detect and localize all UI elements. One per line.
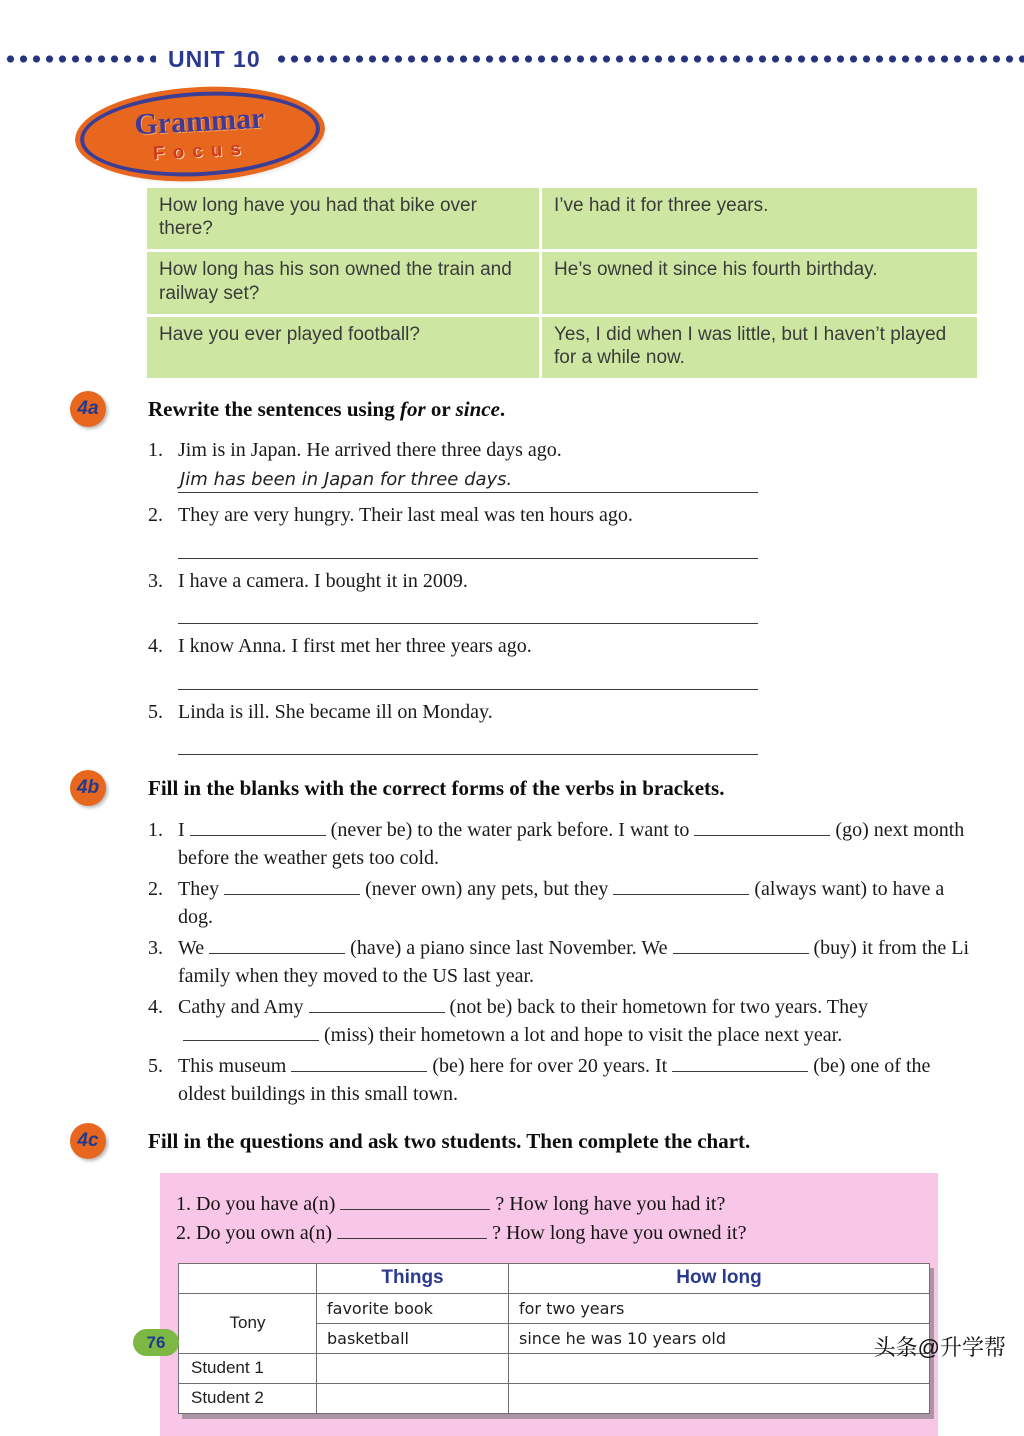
chart-row-student1	[179, 1353, 930, 1383]
watermark-text: 头条@升学帮	[873, 1335, 1006, 1360]
exercise-item	[148, 568, 980, 624]
fill-blank-item	[148, 934, 980, 990]
chart-row-tony-1	[179, 1293, 930, 1323]
answer-line	[178, 597, 758, 624]
sentence-part: They	[178, 877, 220, 900]
section-4a	[70, 396, 980, 755]
chart-row-student2	[179, 1383, 930, 1413]
question-line	[176, 1190, 920, 1219]
section-4c-badge: 4c	[70, 1123, 106, 1159]
fill-in-blank	[209, 934, 345, 954]
sentence-line	[148, 502, 980, 528]
chart-empty-cell	[317, 1383, 509, 1413]
fill-in-blank	[190, 816, 326, 836]
item-number: 4.	[148, 635, 163, 658]
section-4b	[70, 775, 980, 1108]
sentence-part: (never own) any pets, but they	[365, 877, 609, 900]
item-number: 1.	[148, 439, 163, 462]
question-line	[176, 1219, 920, 1248]
answer-blank	[178, 689, 758, 690]
chart-empty-cell	[317, 1353, 509, 1383]
grammar-answer: I’ve had it for three years.	[542, 188, 977, 249]
answer-blank	[518, 492, 758, 493]
question-text: ? How long have you owned it?	[492, 1221, 747, 1244]
page-number-badge: 76	[133, 1329, 179, 1356]
exercise-item	[148, 699, 980, 755]
chart-cell-things: basketball	[317, 1323, 509, 1353]
grammar-answer: Yes, I did when I was little, but I haven’t played for a while now.	[542, 317, 977, 378]
chart-cell-how-long: for two years	[509, 1293, 930, 1323]
section-4b-body	[148, 816, 980, 1108]
item-number: 5.	[148, 700, 163, 723]
section-4a-body	[148, 437, 980, 755]
section-4a-badge: 4a	[70, 391, 106, 427]
fill-blank-item	[148, 875, 980, 931]
fill-in-blank	[224, 875, 360, 895]
sentence-part: Cathy and Amy	[178, 995, 304, 1018]
grammar-focus-badge	[78, 86, 322, 182]
sentence-part: (not be) back to their hometown for two years. They	[449, 995, 868, 1018]
activity-panel	[160, 1173, 938, 1436]
sentence-line	[148, 437, 980, 463]
exercise-item	[148, 502, 980, 558]
fill-in-blank	[337, 1219, 487, 1239]
answer-line	[178, 728, 758, 755]
title-text: .	[499, 397, 506, 422]
fill-blank-item	[148, 1052, 980, 1108]
item-number: 5.	[148, 1054, 163, 1077]
grammar-focus-title: Grammar	[133, 101, 266, 142]
sentence-line	[148, 568, 980, 594]
grammar-question: Have you ever played football?	[147, 317, 539, 378]
dotted-line-left-icon	[4, 54, 156, 64]
section-4a-title	[148, 396, 505, 422]
sentence-text: I have a camera. I bought it in 2009.	[178, 569, 468, 592]
grammar-focus-subtitle: Focus	[152, 138, 250, 165]
answer-line	[178, 532, 758, 559]
title-text: Rewrite the sentences using	[148, 397, 400, 422]
fill-in-blank	[672, 1052, 808, 1072]
handwritten-answer: Jim has been in Japan for three days.	[178, 468, 518, 494]
chart-cell-how-long: since he was 10 years old	[509, 1323, 930, 1353]
grammar-question: How long have you had that bike over there?	[147, 188, 539, 249]
chart-label-student1: Student 1	[179, 1353, 317, 1383]
chart-header-things: Things	[317, 1263, 509, 1293]
section-4b-badge: 4b	[70, 770, 106, 806]
chart-empty-cell	[509, 1383, 930, 1413]
sentence-part: I	[178, 818, 185, 841]
sentence-text: They are very hungry. Their last meal was ten hours ago.	[178, 504, 633, 527]
chart-header-how-long: How long	[509, 1263, 930, 1293]
section-4c	[70, 1128, 980, 1436]
section-4b-title: Fill in the blanks with the correct forms of the verbs in brackets.	[148, 775, 725, 800]
fill-blank-item	[148, 993, 980, 1049]
exercise-item	[148, 633, 980, 689]
sentence-part: This museum	[178, 1054, 287, 1077]
item-number: 4.	[148, 995, 163, 1018]
grammar-answer: He’s owned it since his fourth birthday.	[542, 252, 977, 313]
answer-blank	[178, 623, 758, 624]
sentence-part: We	[178, 936, 205, 959]
section-4c-header	[70, 1128, 980, 1159]
sentence-text: Jim is in Japan. He arrived there three days ago.	[178, 439, 562, 462]
fill-in-blank	[613, 875, 749, 895]
fill-in-blank	[291, 1052, 427, 1072]
chart-label-student2: Student 2	[179, 1383, 317, 1413]
fill-blank-item	[148, 816, 980, 872]
title-italic-word: since	[455, 397, 500, 422]
sentence-text: Linda is ill. She became ill on Monday.	[178, 700, 493, 723]
item-number: 3.	[148, 936, 163, 959]
grammar-focus-table	[147, 188, 977, 378]
survey-chart	[178, 1263, 930, 1414]
sentence-line	[148, 699, 980, 725]
answer-line	[178, 663, 758, 690]
sentence-part: (have) a piano since last November. We	[350, 936, 668, 959]
question-text: 2. Do you own a(n)	[176, 1221, 333, 1244]
chart-empty-cell	[509, 1353, 930, 1383]
sentence-part: (always want) to have a dog.	[178, 877, 945, 928]
fill-in-blank	[183, 1021, 319, 1041]
title-text: or	[425, 397, 456, 422]
fill-in-blank	[340, 1190, 490, 1210]
item-number: 2.	[148, 877, 163, 900]
sentence-line	[148, 633, 980, 659]
title-italic-word: for	[399, 397, 426, 422]
section-4a-header	[70, 396, 980, 427]
item-number: 3.	[148, 569, 163, 592]
item-number: 1.	[148, 818, 163, 841]
question-text: 1. Do you have a(n)	[176, 1192, 336, 1215]
answer-blank	[178, 558, 758, 559]
unit-header	[0, 46, 1024, 72]
exercise-item	[148, 437, 980, 493]
sentence-part: (buy) it from the Li family when they moved to the US last year.	[178, 936, 970, 987]
answer-blank	[178, 754, 758, 755]
item-number: 2.	[148, 504, 163, 527]
chart-corner-cell	[179, 1263, 317, 1293]
question-text: ? How long have you had it?	[495, 1192, 726, 1215]
sentence-part: (be) here for over 20 years. It	[432, 1054, 668, 1077]
fill-in-blank	[309, 993, 445, 1013]
section-4b-header	[70, 775, 980, 806]
sentence-part: (be) one of the oldest buildings in this small town.	[178, 1054, 931, 1105]
chart-cell-things: favorite book	[317, 1293, 509, 1323]
sentence-text: I know Anna. I first met her three years ago.	[178, 635, 532, 658]
unit-title: UNIT 10	[168, 45, 261, 72]
section-4c-title: Fill in the questions and ask two students. Then complete the chart.	[148, 1128, 751, 1153]
fill-in-blank	[694, 816, 830, 836]
chart-header-row	[179, 1263, 930, 1293]
sentence-part: (miss) their hometown a lot and hope to visit the place next year.	[324, 1023, 843, 1046]
chart-label-tony: Tony	[179, 1293, 317, 1353]
grammar-question: How long has his son owned the train and railway set?	[147, 252, 539, 313]
sentence-part: (never be) to the water park before. I want to	[330, 818, 690, 841]
answer-line	[178, 466, 758, 493]
fill-in-blank	[673, 934, 809, 954]
sentence-part: (go) next month before the weather gets too cold.	[178, 818, 965, 869]
dotted-line-right-icon	[275, 54, 1024, 64]
